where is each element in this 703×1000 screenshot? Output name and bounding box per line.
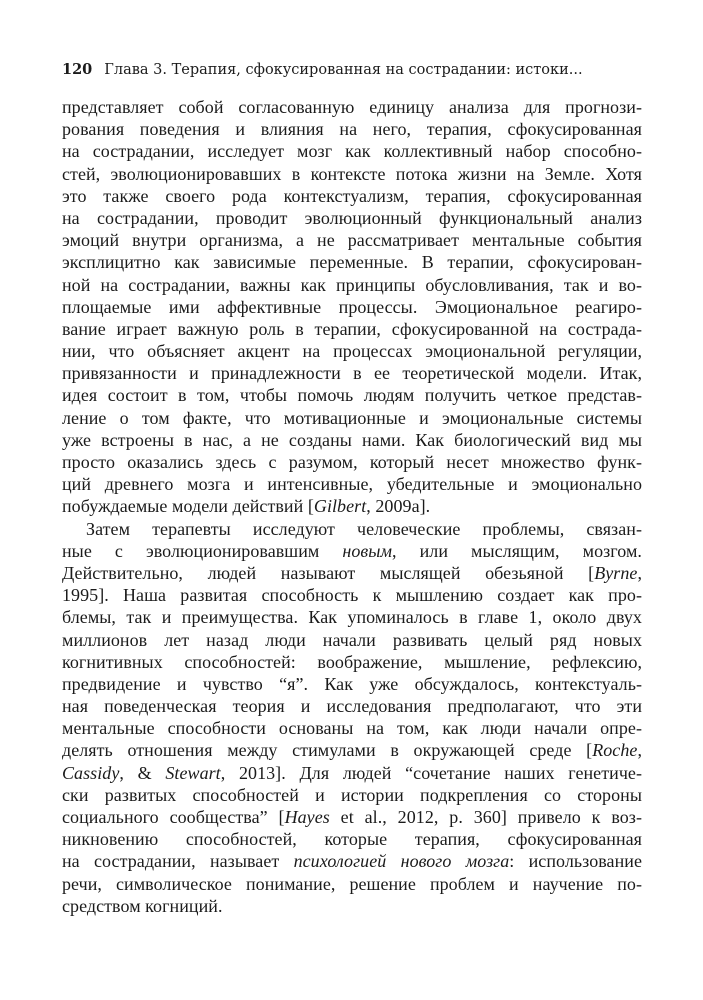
text-line (62, 651, 642, 673)
text-line (62, 384, 642, 406)
text-run: стей, эволюционировавших в контексте потока жизни на Земле. Хотя (62, 163, 642, 184)
text-line (62, 407, 642, 429)
text-run: блемы, так и преимущества. Как упоминалось в главе 1, около двух (62, 607, 642, 628)
text-run: , 2009a]. (366, 496, 431, 517)
text-run: Затем терапевты исследуют человеческие проблемы, связан- (86, 518, 642, 539)
text-run: привязанности и принадлежности в ее теоретической модели. Итак, (62, 363, 642, 384)
paragraph (62, 96, 642, 518)
text-run: , или мыслящим, мозгом. (392, 540, 642, 561)
text-line (62, 850, 642, 872)
running-title: Глава 3. Терапия, сфокусированная на сострадании: истоки... (104, 62, 583, 78)
text-run: , (637, 740, 642, 761)
text-run: ление о том факте, что мотивационные и эмоциональные системы (62, 407, 642, 428)
text-run: рования поведения и влияния на него, терапия, сфокусированная (62, 119, 642, 140)
text-run: это также своего рода контекстуализм, терапия, сфокусированная (62, 185, 642, 206)
text-line (62, 118, 642, 140)
text-line (62, 185, 642, 207)
text-run: средством когниций. (62, 895, 223, 916)
text-run: ски развитых способностей и истории подкрепления со стороны (62, 784, 642, 805)
text-run: речи, символическое понимание, решение проблем и научение по- (62, 873, 642, 894)
text-run: ной на сострадании, важны как принципы обусловливания, так и во- (62, 274, 642, 295)
text-line (62, 673, 642, 695)
text-run: ные с эволюционировавшим (62, 540, 343, 561)
text-line (62, 495, 642, 517)
text-line (62, 140, 642, 162)
text-run: когнитивных способностей: воображение, мышление, рефлексию, (62, 651, 642, 672)
text-line (62, 274, 642, 296)
paragraph (62, 518, 642, 917)
text-run: на сострадании, исследует мозг как коллективный набор способно- (62, 141, 642, 162)
text-line (62, 562, 642, 584)
text-line (62, 695, 642, 717)
running-header (62, 60, 642, 84)
text-line (62, 296, 642, 318)
text-line (62, 318, 642, 340)
book-page (62, 60, 642, 917)
text-run: нии, что объясняет акцент на процессах эмоциональной регуляции, (62, 341, 642, 362)
text-run: 1995]. Наша развитая способность к мышлению создает как про- (62, 585, 642, 606)
text-line (62, 229, 642, 251)
text-line (62, 584, 642, 606)
text-run: Действительно, людей называют мыслящей обезьяной [ (62, 562, 595, 583)
text-line (62, 362, 642, 384)
text-run: делять отношения между стимулами в окружающей среде [ (62, 740, 593, 761)
text-run: эксплицитно как зависимые переменные. В терапии, сфокусирован- (62, 252, 642, 273)
body-text (62, 96, 642, 917)
text-run: ментальные способности основаны на том, как люди начали опре- (62, 718, 642, 739)
text-line (62, 739, 642, 761)
text-line (62, 163, 642, 185)
text-run: уже встроены в нас, а не созданы нами. Как биологический вид мы (62, 429, 642, 450)
text-line (62, 251, 642, 273)
text-line (62, 473, 642, 495)
text-line (62, 451, 642, 473)
text-line (62, 895, 642, 917)
text-run: площаемые ими аффективные процессы. Эмоциональное реагиро- (62, 296, 642, 317)
text-line (62, 717, 642, 739)
text-run: et al., 2012, p. 360] привело к воз- (329, 807, 642, 827)
text-run: эмоций внутри организма, а не рассматривает ментальные события (62, 230, 642, 251)
italic-text: Cassidy (62, 762, 120, 783)
text-line (62, 540, 642, 562)
text-line (62, 762, 642, 784)
text-run: , & (119, 762, 166, 783)
text-run: предвидение и чувство “я”. Как уже обсуждалось, контекстуаль- (62, 673, 642, 694)
text-line (62, 784, 642, 806)
italic-text: новым (342, 540, 393, 561)
text-line (62, 873, 642, 895)
text-run: : использование (509, 851, 642, 872)
italic-text: Byrne (594, 562, 638, 583)
text-run: , 2013]. Для людей “сочетание наших генетиче- (220, 762, 643, 783)
italic-text: Roche (592, 740, 638, 761)
text-run: просто оказались здесь с разумом, который несет множество функ- (62, 452, 642, 472)
text-run: ций древнего мозга и интенсивные, убедительные и эмоционально (62, 474, 642, 495)
page-number: 120 (62, 61, 93, 78)
text-line (62, 96, 642, 118)
text-run: , (637, 562, 642, 583)
text-run: на сострадании, называет (62, 851, 294, 872)
text-run: социального сообщества” [ (62, 807, 285, 827)
text-run: представляет собой согласованную единицу анализа для прогнози- (62, 97, 642, 117)
text-line (62, 340, 642, 362)
text-run: побуждаемые модели действий [ (62, 496, 314, 517)
text-run: миллионов лет назад люди начали развивать целый ряд новых (62, 629, 642, 650)
italic-text: Gilbert (313, 496, 367, 517)
text-run: идея состоит в том, чтобы помочь людям получить четкое представ- (62, 385, 642, 406)
text-run: вание играет важную роль в терапии, сфокусированной на сострада- (62, 318, 642, 339)
italic-text: Hayes (284, 807, 330, 827)
italic-text: психологией нового мозга (293, 851, 510, 872)
text-line (62, 518, 642, 540)
italic-text: Stewart (165, 762, 221, 783)
text-line (62, 606, 642, 628)
text-line (62, 429, 642, 451)
text-line (62, 207, 642, 229)
text-run: ная поведенческая теория и исследования предполагают, что эти (62, 696, 642, 717)
text-line (62, 828, 642, 850)
text-run: никновению способностей, которые терапия, сфокусированная (62, 829, 642, 850)
text-run: на сострадании, проводит эволюционный функциональный анализ (62, 207, 642, 228)
text-line (62, 629, 642, 651)
text-line (62, 806, 642, 828)
